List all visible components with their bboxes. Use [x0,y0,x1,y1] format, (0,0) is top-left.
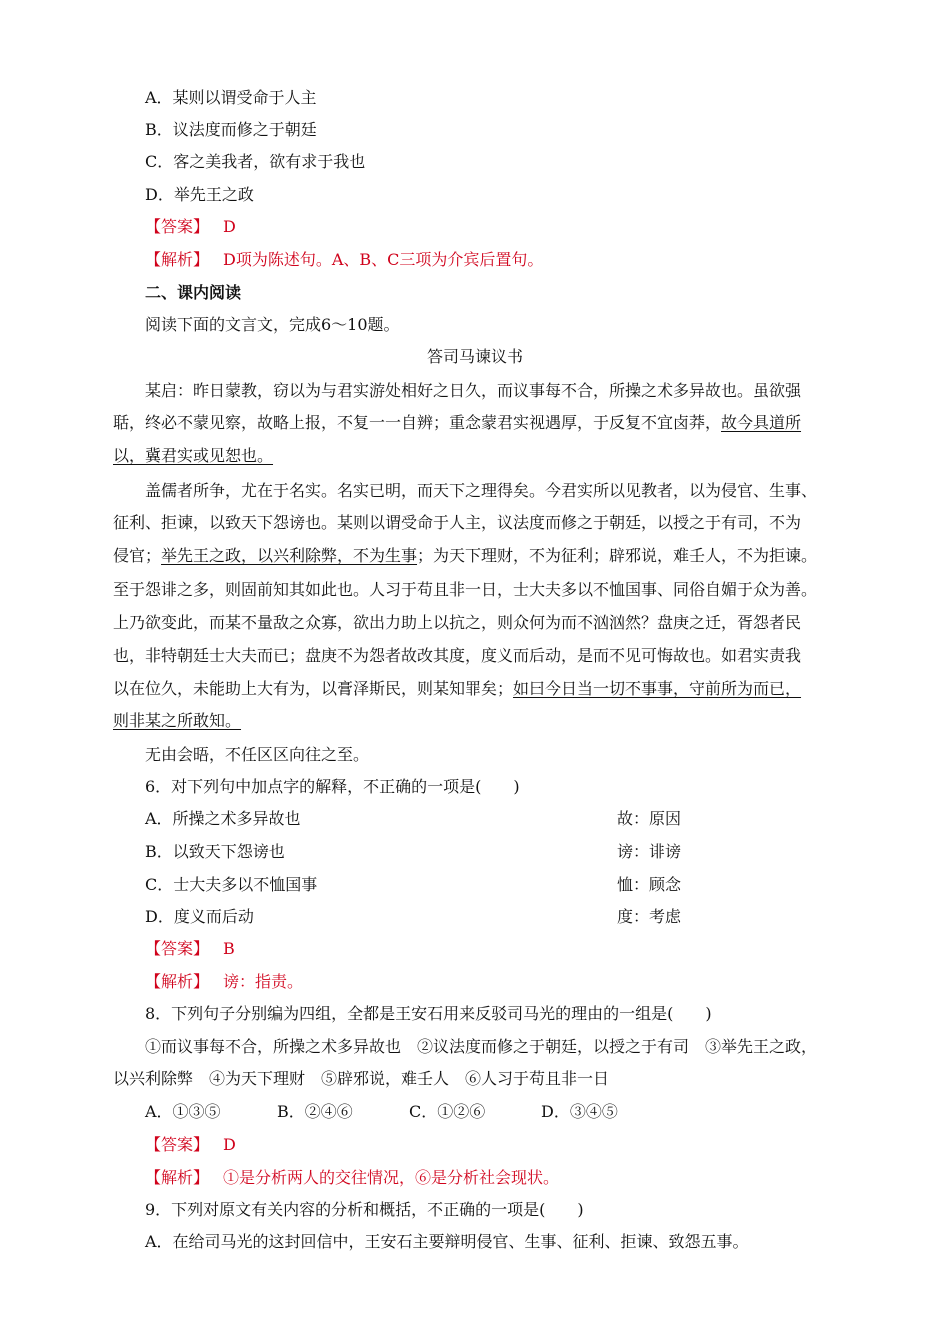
q5-option-c: C．客之美我者，欲有求于我也 [145,152,366,171]
passage-p2-line6: 也，非特朝廷士大夫而已；盘庚不为怨者故改其度，度义而后动，是而不见可悔故也。如君实责我 [113,646,802,665]
underlined-sentence: 故今具道所 [721,413,802,432]
q8-analysis-row [145,1167,559,1189]
passage-p1-line2 [113,412,801,434]
underlined-sentence: 如曰今日当一切不事事，守前所为而已， [513,679,802,698]
q8-items-line1: ①而议事每不合，所操之术多异故也 ②议法度而修之于朝廷，以授之于有司 ③举先王之政， [145,1037,818,1056]
q6-option-b: B．以致天下怨谤也 [145,842,285,861]
q9-stem: 9．下列对原文有关内容的分析和概括，不正确的一项是( ) [145,1200,584,1219]
answer-tag: 【答案】 [145,1135,210,1154]
q5-option-a: A．某则以谓受命于人主 [145,88,317,107]
q6-answer: B [223,939,235,958]
passage-p1-line3 [113,445,273,467]
underlined-sentence: 则非某之所敢知。 [113,711,242,730]
passage-text: ；为天下理财，不为征利；辟邪说，难壬人，不为拒谏。 [417,546,818,565]
instruction: 阅读下面的文言文，完成6～10题。 [145,315,400,334]
q8-option-c: C．①②⑥ [409,1102,486,1121]
passage-p2-line2: 征利、拒谏，以致天下怨谤也。某则以谓受命于人主，议法度而修之于朝廷，以授之于有司，不为 [113,513,802,532]
q8-items-line2: 以兴利除弊 ④为天下理财 ⑤辟邪说，难壬人 ⑥人习于苟且非一日 [113,1069,610,1088]
q8-analysis: ①是分析两人的交往情况，⑥是分析社会现状。 [223,1168,560,1187]
analysis-tag: 【解析】 [145,972,210,991]
q5-analysis: D项为陈述句。A、B、C三项为介宾后置句。 [223,250,544,269]
underlined-sentence: 举先王之政，以兴利除弊，不为生事 [161,546,418,565]
q6-option-d: D．度义而后动 [145,907,254,926]
answer-tag: 【答案】 [145,939,210,958]
passage-p2-line4: 至于怨诽之多，则固前知其如此也。人习于苟且非一日，士大夫多以不恤国事、同俗自媚于众为善。 [113,580,818,599]
q9-option-a: A．在给司马光的这封回信中，王安石主要辩明侵官、生事、征利、拒谏、致怨五事。 [145,1232,749,1251]
passage-p3: 无由会晤，不任区区向往之至。 [145,745,370,764]
q8-stem: 8．下列句子分别编为四组，全都是王安石用来反驳司马光的理由的一组是( ) [145,1004,712,1023]
section-title: 二、课内阅读 [145,283,242,302]
passage-title: 答司马谏议书 [426,347,523,366]
answer-tag: 【答案】 [145,217,210,236]
q8-answer: D [223,1135,236,1154]
passage-p2-line1: 盖儒者所争，尤在于名实。名实已明，而天下之理得矣。今君实所以见教者，以为侵官、生事、 [145,481,818,500]
analysis-tag: 【解析】 [145,1168,210,1187]
analysis-tag: 【解析】 [145,250,210,269]
q5-answer-row [145,216,236,238]
passage-p2-line7 [113,678,801,700]
underlined-sentence: 以，冀君实或见恕也。 [113,446,274,465]
q6-answer-row [145,938,235,960]
q6-gloss-b: 谤：诽谤 [617,842,682,861]
q6-gloss-d: 度：考虑 [617,907,682,926]
q6-stem: 6．对下列句中加点字的解释，不正确的一项是( ) [145,777,520,796]
q5-option-b: B．议法度而修之于朝廷 [145,120,317,139]
q5-option-d: D．举先王之政 [145,185,254,204]
passage-p2-line8 [113,710,241,732]
passage-p1-line1: 某启：昨日蒙教，窃以为与君实游处相好之日久，而议事每不合，所操之术多异故也。虽欲强 [145,381,802,400]
passage-p2-line5: 上乃欲变此，而某不量敌之众寡，欲出力助上以抗之，则众何为而不汹汹然？盘庚之迁，胥怨者民 [113,613,802,632]
passage-p2-line3 [113,545,817,567]
q6-analysis: 谤：指责。 [223,972,304,991]
passage-text: 以在位久，未能助上大有为，以膏泽斯民，则某知罪矣； [113,679,514,698]
q8-options [145,1101,673,1123]
q6-analysis-row [145,971,303,993]
q6-gloss-a: 故：原因 [617,809,682,828]
q8-option-b: B．②④⑥ [277,1102,353,1121]
q8-answer-row [145,1134,236,1156]
q8-option-d: D．③④⑤ [541,1102,618,1121]
passage-text: 聒，终必不蒙见察，故略上报，不复一一自辨；重念蒙君实视遇厚，于反复不宜卤莽， [113,413,722,432]
q6-gloss-c: 恤：顾念 [617,875,682,894]
passage-text: 侵官； [113,546,162,565]
q5-analysis-row [145,249,543,271]
q6-option-c: C．士大夫多以不恤国事 [145,875,318,894]
q8-option-a: A．①③⑤ [145,1102,221,1121]
q5-answer: D [223,217,236,236]
q6-option-a: A．所操之术多异故也 [145,809,301,828]
